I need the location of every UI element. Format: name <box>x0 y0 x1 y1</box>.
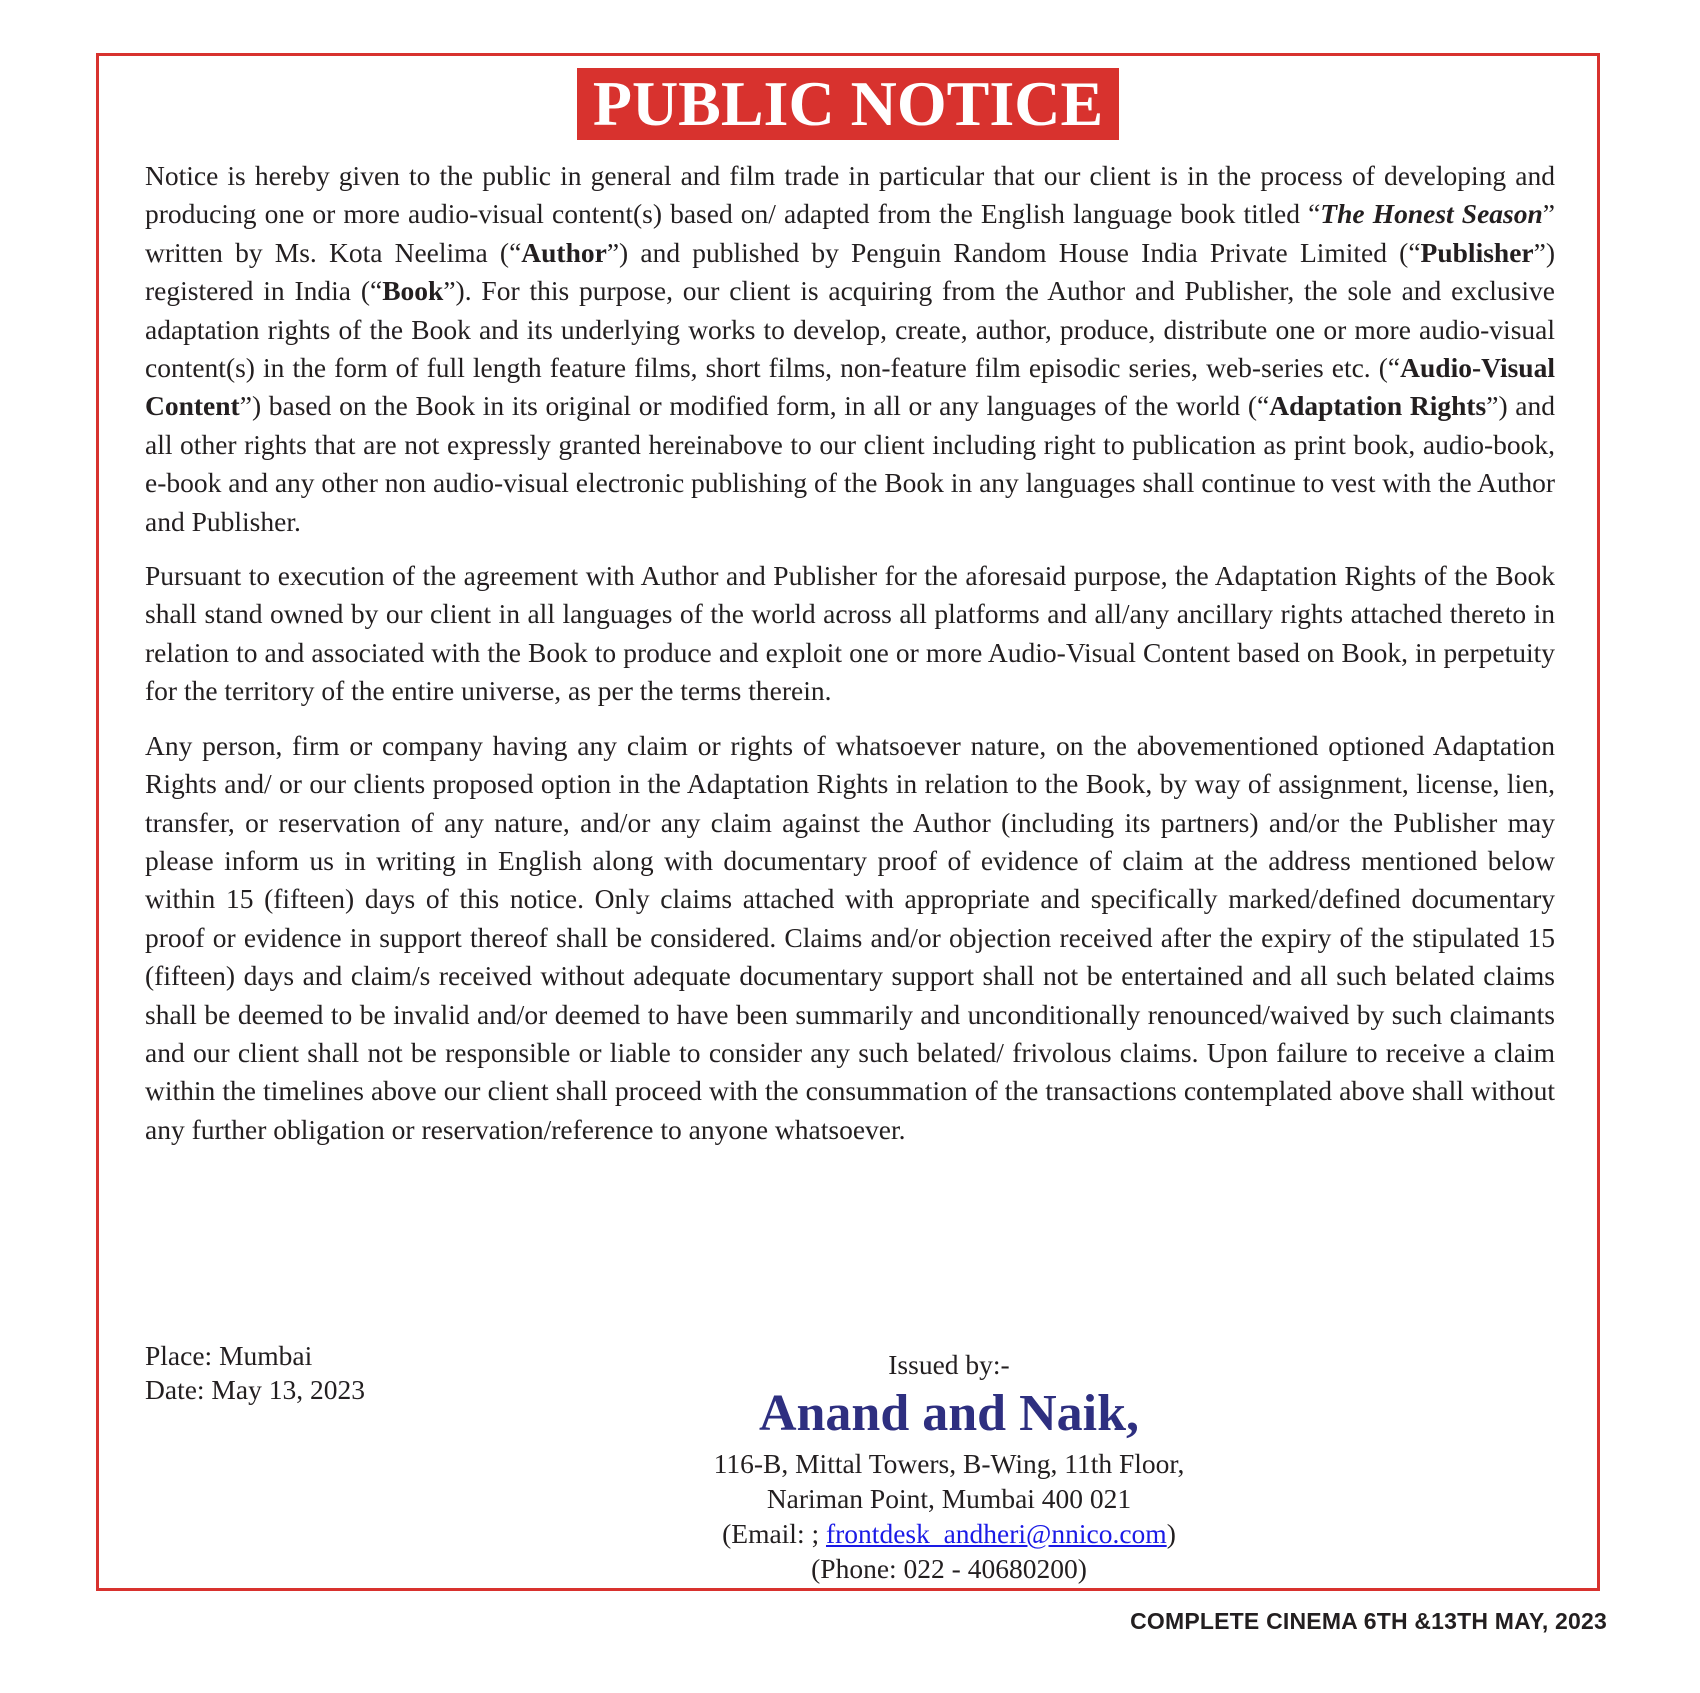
place-date-block <box>145 1339 365 1407</box>
p1-text-4: ”) registered in India (“ <box>145 236 1555 307</box>
issued-by-label: Issued by:- <box>888 1349 1010 1380</box>
publication-footer: COMPLETE CINEMA 6TH &13TH MAY, 2023 <box>1130 1608 1607 1634</box>
notice-body <box>145 157 1555 1165</box>
p1-text-7: ”) and all other rights that are not expressly granted hereinabove to our client including right to publication as print book, audio-book, e-book and any other non audio-visual electronic publishing of the Book in any languages shall continue to vest with the Author and Publisher. <box>145 390 1555 537</box>
phone-line: (Phone: 022 - 40680200) <box>811 1553 1087 1584</box>
notice-title: PUBLIC NOTICE <box>577 68 1119 140</box>
p1-text-2: ” written by Ms. Kota Neelima (“ <box>145 198 1555 268</box>
rights-term: Adaptation Rights <box>1269 390 1487 422</box>
place-line: Place: Mumbai <box>145 1340 313 1371</box>
email-suffix: ) <box>1166 1518 1176 1549</box>
publisher-term: Publisher <box>1420 236 1534 268</box>
address-line-2: Nariman Point, Mumbai 400 021 <box>766 1483 1132 1514</box>
paragraph-3: Any person, firm or company having any claim or rights of whatsoever nature, on the abovementioned optioned Adaptation Rights and/ or our clients proposed option in the Adaptation Rights in relation to the Book, by way of assignment, license, lien, transfer, or reservation of any nature, and/or any claim against the Author (including its partners) and/or the Publisher may please inform us in writing in English along with documentary proof of evidence of claim at the address mentioned below within 15 (fifteen) days of this notice. Only claims attached with appropriate and specifically marked/defined documentary proof or evidence in support thereof shall be considered. Claims and/or objection received after the expiry of the stipulated 15 (fifteen) days and claim/s received without adequate documentary support shall not be entertained and all such belated claims shall be deemed to be invalid and/or deemed to have been summarily and unconditionally renounced/waived by such claimants and our client shall not be responsible or liable to consider any such belated/ frivolous claims. Upon failure to receive a claim within the timelines above our client shall proceed with the consummation of the transactions contemplated above shall without any further obligation or reservation/reference to anyone whatsoever. <box>145 729 1555 1145</box>
email-line <box>529 1516 1369 1551</box>
paragraph-2: Pursuant to execution of the agreement with Author and Publisher for the aforesaid purpose, the Adaptation Rights of the Book shall stand owned by our client in all languages of the world across all platforms and all/any ancillary rights attached thereto in relation to and associated with the Book to produce and exploit one or more Audio-Visual Content based on Book, in perpetuity for the territory of the entire universe, as per the terms therein. <box>145 560 1555 707</box>
author-term: Author <box>521 236 607 268</box>
title-container <box>99 68 1597 140</box>
paragraph-1 <box>145 157 1555 541</box>
book-title: The Honest Season <box>1320 198 1543 230</box>
notice-border <box>96 53 1600 1591</box>
address-line-1: 116-B, Mittal Towers, B-Wing, 11th Floor, <box>713 1448 1185 1479</box>
p1-text-6: ”) based on the Book in its original or modified form, in all or any languages of the world (“ <box>239 390 1270 422</box>
p1-text-1: Notice is hereby given to the public in general and film trade in particular that our client is in the process of developing and producing one or more audio-visual content(s) based on/ adapted from the English language book titled “ <box>145 160 1555 230</box>
p1-text-3: ”) and published by Penguin Random House India Private Limited (“ <box>606 236 1421 268</box>
date-line: Date: May 13, 2023 <box>145 1374 365 1405</box>
avc-term: Audio-Visual Content <box>145 352 1555 422</box>
email-prefix: (Email: ; <box>722 1518 826 1549</box>
firm-name: Anand and Naik, <box>758 1385 1140 1442</box>
book-term: Book <box>382 275 444 307</box>
p1-text-5: ”). For this purpose, our client is acquiring from the Author and Publisher, the sole and exclusive adaptation rights of the Book and its underlying works to develop, create, author, produce, distribute one or more audio-visual content(s) in the form of full length feature films, short films, non-feature film episodic series, web-series etc. (“ <box>145 275 1555 384</box>
issuer-block <box>529 1347 1369 1586</box>
email-link[interactable]: frontdesk_andheri@nnico.com <box>825 1518 1167 1549</box>
